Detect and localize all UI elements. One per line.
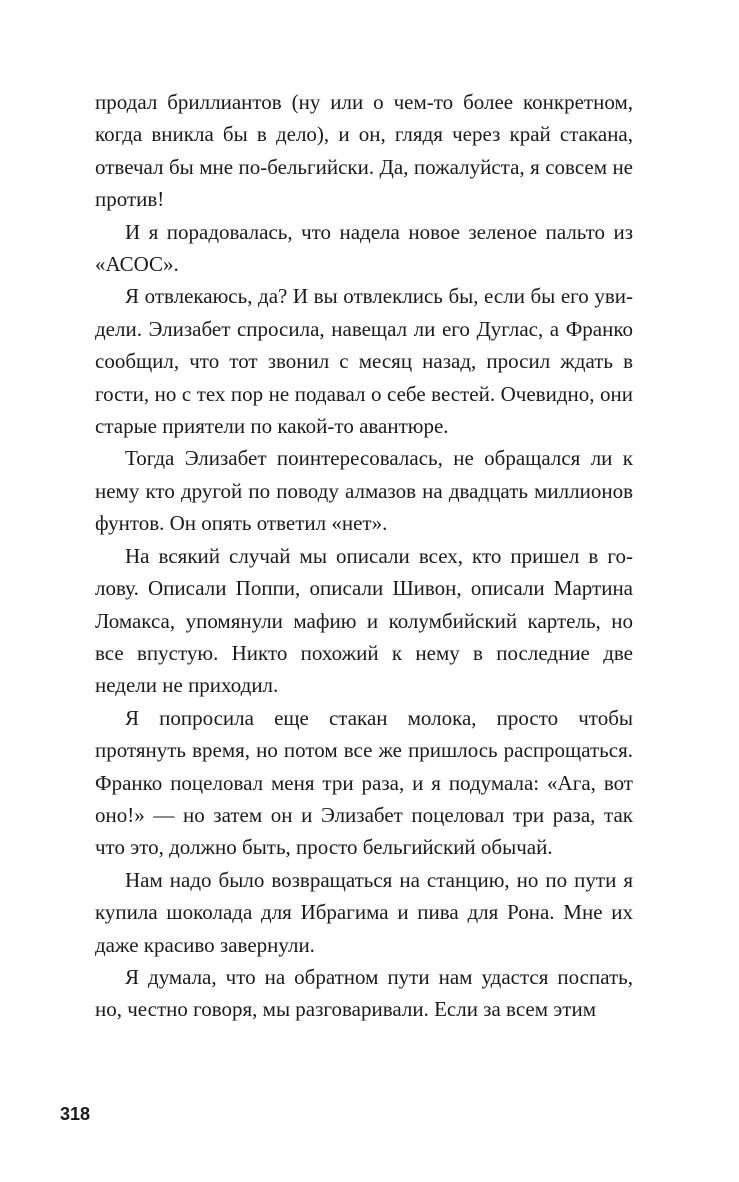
paragraph: Нам надо было возвращаться на станцию, но по пути я купила шоколада для Ибрагима и пива для Рона. Мне их даже красиво завернули.	[95, 867, 633, 957]
paragraph: И я порадовалась, что надела новое зеленое пальто из «АСОС».	[95, 219, 633, 277]
paragraph: Тогда Элизабет поинтересовалась, не обращался ли к нему кто другой по поводу алмазов на двадцать миллионов фунтов. Он опять ответил «нет».	[95, 446, 633, 536]
body-text	[95, 86, 633, 1026]
paragraph: Я отвлекаюсь, да? И вы отвлеклись бы, если бы его увидели. Элизабет спросила, навещал ли его Дуглас, а Франко сообщил, что тот звонил с месяц назад, просил ждать в гости, но с тех пор не подавал о себе вестей. Очевидно, они старые приятели по какой-то авантюре.	[95, 284, 633, 439]
paragraph: На всякий случай мы описали всех, кто пришел в голову. Описали Поппи, описали Шивон, описали Мартина Ломакса, упомянули мафию и колумбийский картель, но все впустую. Никто похожий к нему в последние две недели не приходил.	[95, 543, 633, 698]
paragraph: продал бриллиантов (ну или о чем-то более конкретном, когда вникла бы в дело), и он, глядя через край стакана, отвечал бы мне по-бельгийски. Да, пожалуйста, я совсем не против!	[95, 90, 633, 212]
paragraph: Я думала, что на обратном пути нам удастся поспать, но, честно говоря, мы разговаривали. Если за всем этим	[95, 964, 633, 1022]
paragraph: Я попросила еще стакан молока, просто чтобы протянуть время, но потом все же пришлось распрощаться. Франко поцеловал меня три раза, и я подумала: «Ага, вот оно!» — но затем он и Элизабет поцеловал три раза, так что это, должно быть, просто бельгийский обычай.	[95, 705, 633, 860]
page-number: 318	[60, 1104, 91, 1124]
